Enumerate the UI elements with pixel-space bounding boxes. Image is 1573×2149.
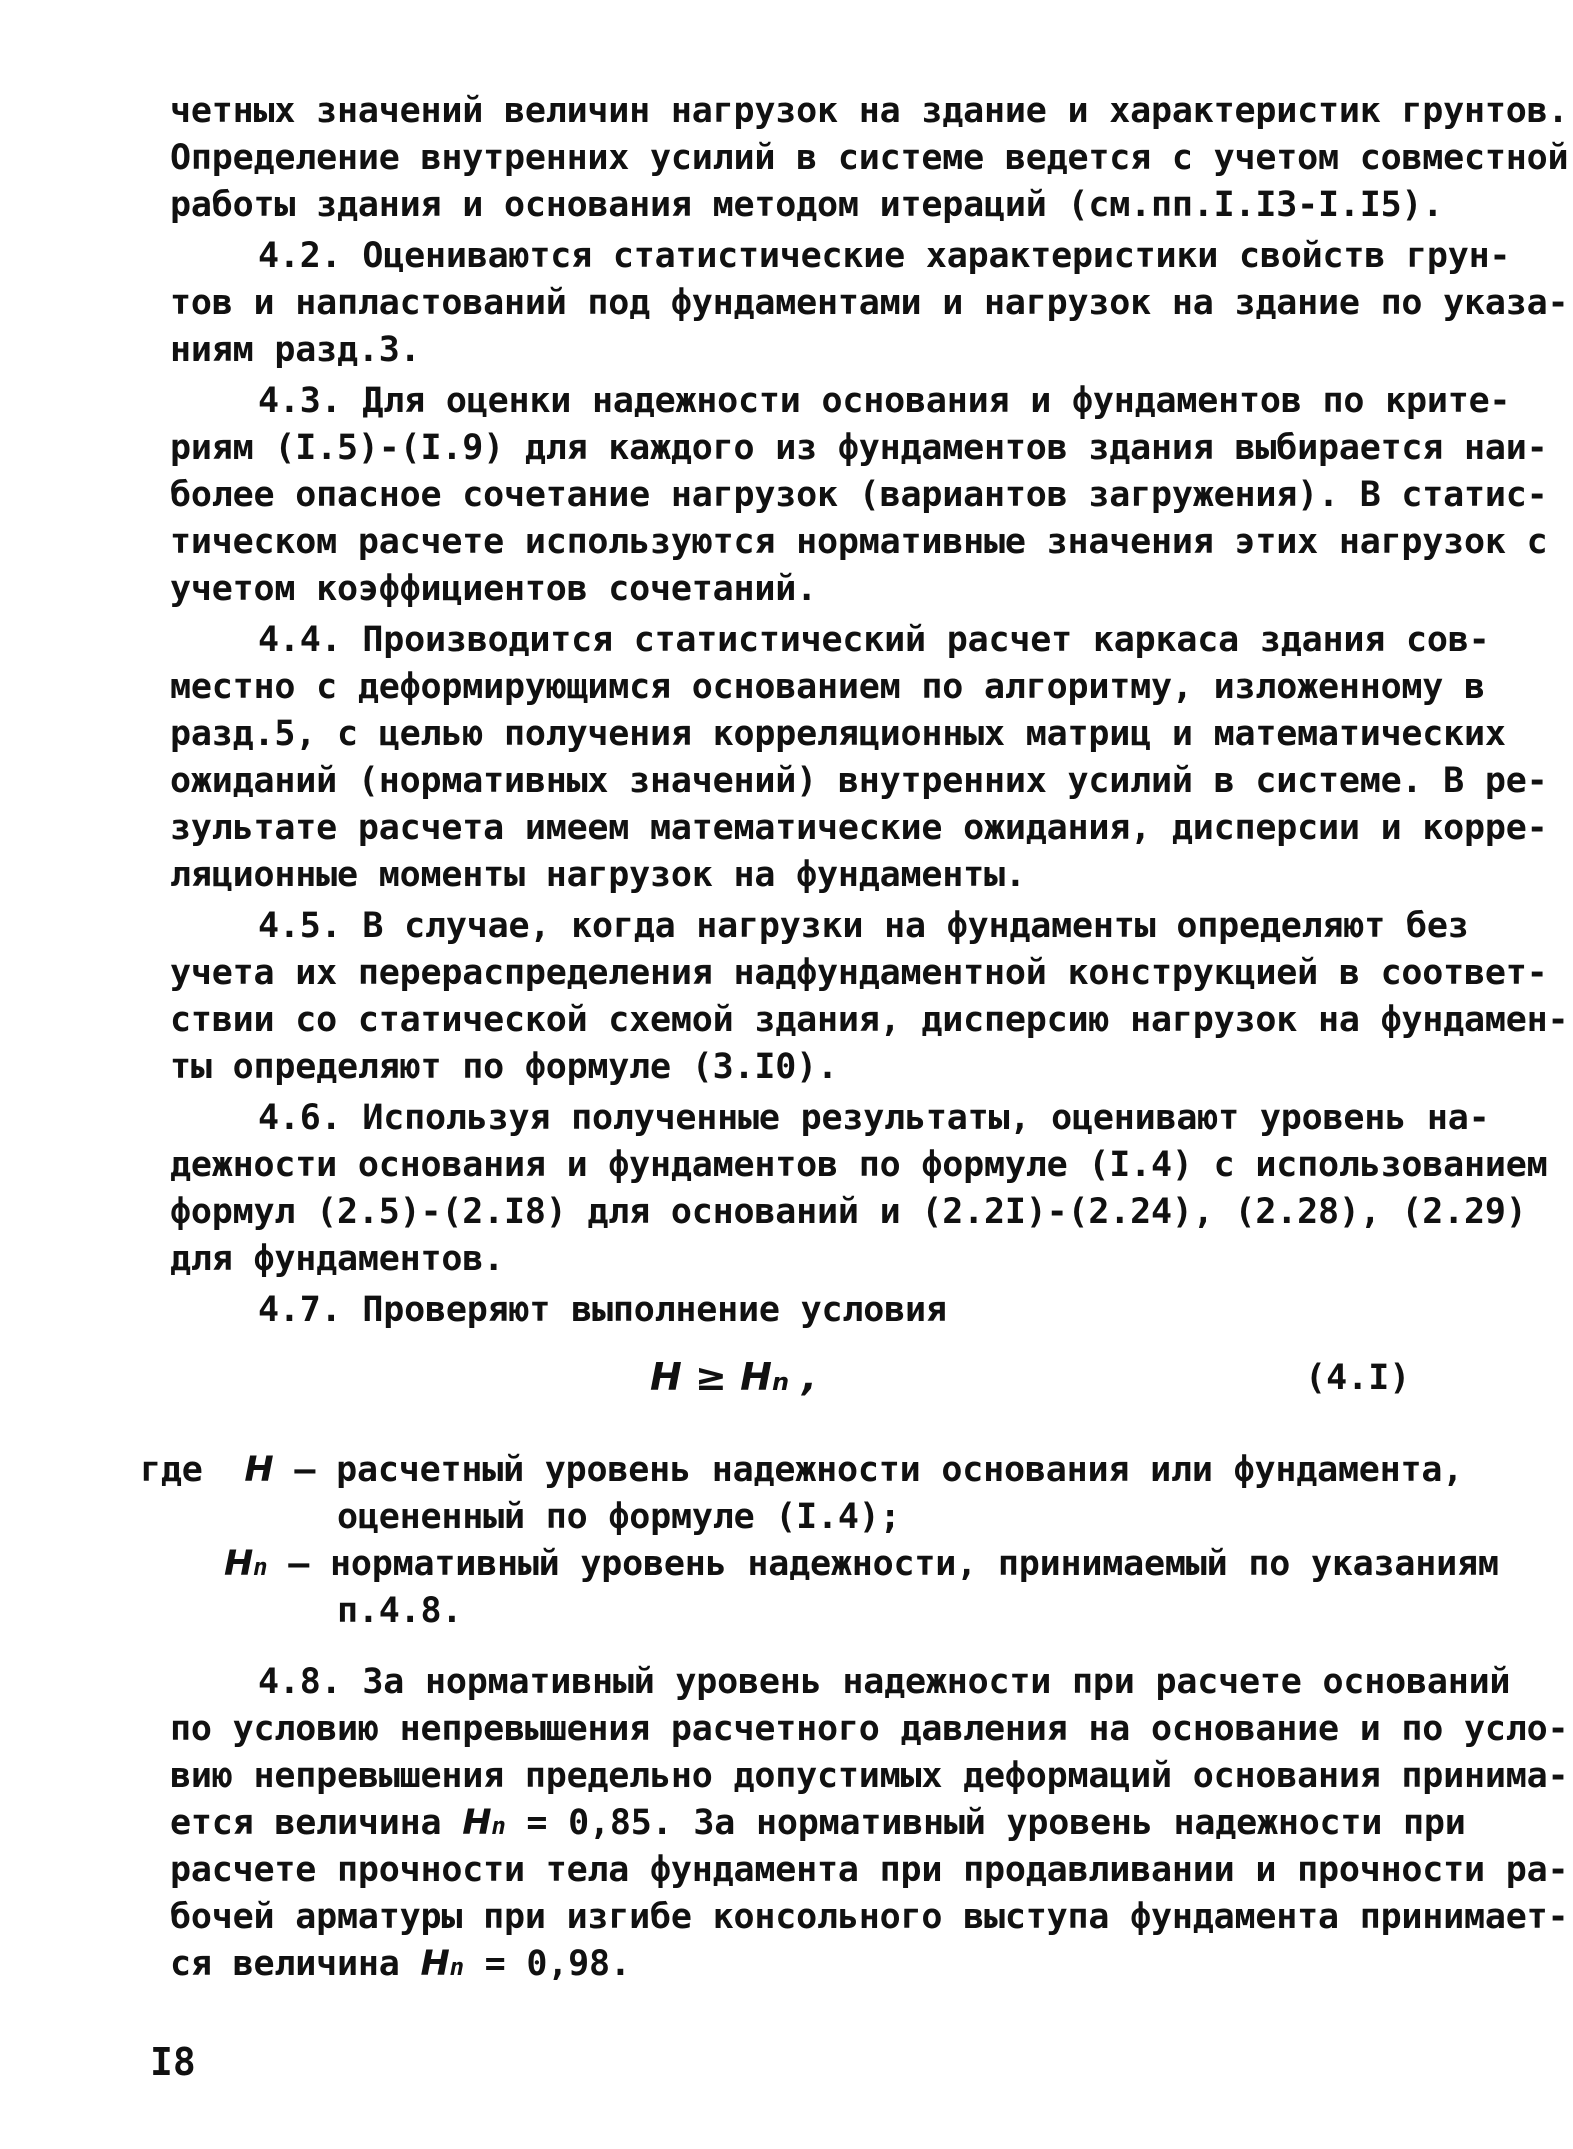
paragraph-4-5-start: 4.5. В случае, когда нагрузки на фундаменты определяют без [258,906,1469,946]
formula-rhs-subscript: n [771,1368,790,1396]
text-span: ся величина [170,1944,421,1984]
formula-rhs: H [740,1355,772,1399]
symbol-subscript: n [491,1812,506,1840]
definition-hn-line2: п.4.8. [337,1591,463,1631]
text-line: риям (I.5)-(I.9) для каждого из фундаментов здания выбирается наи- [170,428,1548,468]
text-line-with-value [170,1941,631,1990]
symbol-hn: H [420,1944,450,1984]
text-line-with-value [170,1800,1466,1849]
text-line: четных значений величин нагрузок на здание и характеристик грунтов. [170,91,1569,131]
page-number: I8 [150,2040,196,2084]
paragraph-4-4-start: 4.4. Производится статистический расчет каркаса здания сов- [258,620,1490,660]
text-line: ожиданий (нормативных значений) внутренних усилий в системе. В ре- [170,761,1548,801]
formula-operator: ≥ [695,1355,727,1399]
text-line: формул (2.5)-(2.I8) для оснований и (2.2I)-(2.24), (2.28), (2.29) [170,1192,1527,1232]
dash: – [288,1544,310,1584]
symbol-subscript: n [253,1553,268,1581]
paragraph-4-6-start: 4.6. Используя полученные результаты, оценивают уровень на- [258,1098,1490,1138]
text-line: ты определяют по формуле (3.I0). [170,1047,838,1087]
formula-comma: , [789,1355,817,1399]
where-block-2 [224,1541,1499,1590]
definition-h-line1: расчетный уровень надежности основания или фундамента, [336,1450,1464,1490]
paragraph-4-8-start: 4.8. За нормативный уровень надежности при расчете оснований [258,1662,1511,1702]
text-line: разд.5, с целью получения корреляционных матриц и математических [170,714,1506,754]
dash: – [294,1450,316,1490]
where-symbol-h: H [244,1450,274,1490]
text-line: Определение внутренних усилий в системе ведется с учетом совместной [170,138,1569,178]
where-word: где [140,1450,203,1490]
text-line: по условию непревышения расчетного давления на основание и по усло- [170,1709,1569,1749]
equation-number: (4.I) [1305,1358,1411,1398]
text-line: зультате расчета имеем математические ожидания, дисперсии и корре- [170,808,1548,848]
text-span: = 0,85. За нормативный уровень надежности при [505,1803,1466,1843]
text-line: местно с деформирующимся основанием по алгоритму, изложенному в [170,667,1485,707]
formula-lhs: H [650,1355,682,1399]
definition-hn-line1: нормативный уровень надежности, принимаемый по указаниям [329,1544,1499,1584]
text-line: расчете прочности тела фундамента при продавливании и прочности ра- [170,1850,1569,1890]
text-line: тов и напластований под фундаментами и нагрузок на здание по указа- [170,283,1569,323]
text-span: ется величина [170,1803,463,1843]
text-line: для фундаментов. [170,1239,504,1279]
text-line: тическом расчете используются нормативные значения этих нагрузок с [170,522,1548,562]
text-line: ляционные моменты нагрузок на фундаменты. [170,855,1026,895]
text-line: ниям разд.3. [170,330,421,370]
where-block [140,1447,1463,1493]
formula-4-1 [650,1355,817,1399]
text-line: дежности основания и фундаментов по формуле (I.4) с использованием [170,1145,1548,1185]
text-line: учетом коэффициентов сочетаний. [170,569,818,609]
paragraph-4-3-start: 4.3. Для оценки надежности основания и фундаментов по крите- [258,381,1511,421]
paragraph-4-2-start: 4.2. Оцениваются статистические характеристики свойств грун- [258,236,1511,276]
symbol-hn: H [462,1803,492,1843]
text-span: = 0,98. [463,1944,631,1984]
text-line: учета их перераспределения надфундаментной конструкцией в соответ- [170,953,1548,993]
paragraph-4-7-start: 4.7. Проверяют выполнение условия [258,1290,947,1330]
symbol-subscript: n [449,1953,464,1981]
where-symbol-hn: H [224,1544,254,1584]
text-line: бочей арматуры при изгибе консольного выступа фундамента принимает- [170,1897,1569,1937]
text-line: более опасное сочетание нагрузок (вариантов загружения). В статис- [170,475,1548,515]
text-line: вию непревышения предельно допустимых деформаций основания принима- [170,1756,1569,1796]
definition-h-line2: оцененный по формуле (I.4); [337,1497,901,1537]
text-line: работы здания и основания методом итераций (см.пп.I.I3-I.I5). [170,185,1444,225]
text-line: ствии со статической схемой здания, дисперсию нагрузок на фундамен- [170,1000,1569,1040]
